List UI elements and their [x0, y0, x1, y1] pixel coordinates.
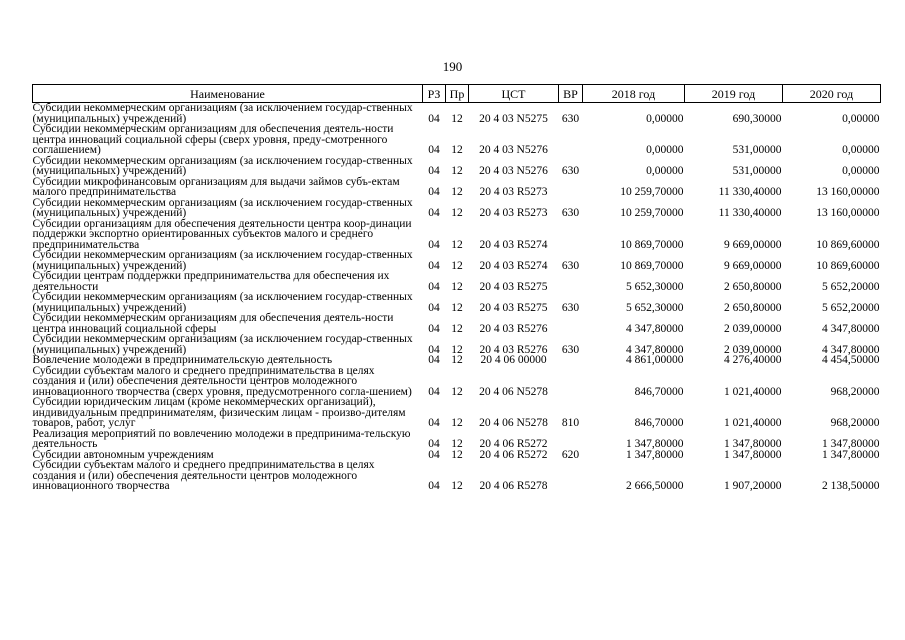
row-2019: 9 669,00000: [724, 238, 782, 251]
row-vr: [559, 271, 583, 292]
row-cst: 20 4 06 N5278: [479, 417, 548, 429]
header-cst: ЦСТ: [469, 85, 559, 103]
row-vr: 630: [561, 343, 580, 356]
row-pr: 12: [451, 322, 463, 335]
row-2019: 1 907,20000: [724, 480, 782, 492]
row-cst: 20 4 03 R5275: [479, 280, 548, 293]
row-pr: 12: [451, 448, 463, 461]
row-2019: 4 276,40000: [724, 354, 782, 366]
row-2019: 2 039,00000: [724, 343, 782, 356]
table-row: [33, 366, 881, 398]
row-2018: 846,70000: [634, 385, 684, 398]
row-2020: 13 160,00000: [816, 186, 880, 198]
table-row: [33, 334, 881, 355]
row-cst: 20 4 03 R5273: [479, 207, 548, 219]
row-2019: 11 330,40000: [718, 207, 782, 219]
row-pr: 12: [451, 385, 463, 398]
row-pr: 12: [451, 343, 463, 356]
row-cst: 20 4 06 R5272: [479, 438, 548, 450]
page-number: 190: [442, 59, 463, 74]
header-2019: 2019 год: [685, 85, 783, 103]
row-pr: 12: [451, 280, 463, 293]
row-name: Субсидии некоммерческим организациям (за исключением государ-ственных (муниципальных) учреждений): [32, 249, 413, 272]
row-pr: 12: [451, 144, 463, 156]
row-2020: 5 652,20000: [822, 301, 880, 314]
row-cst: 20 4 06 R5272: [479, 448, 548, 461]
row-pr: 12: [451, 301, 463, 314]
row-rz: 04: [428, 343, 440, 356]
row-vr: [559, 313, 583, 334]
header-pr: Пр: [446, 85, 469, 103]
row-rz: 04: [428, 417, 440, 429]
row-2019: 1 021,40000: [724, 385, 782, 398]
row-vr: [559, 355, 583, 366]
row-vr: 630: [561, 207, 580, 219]
row-2020: 1 347,80000: [822, 448, 880, 461]
row-rz: 04: [428, 438, 440, 450]
table-row: [33, 103, 881, 125]
row-2020: 4 347,80000: [822, 322, 880, 335]
row-2020: 2 138,50000: [822, 480, 880, 492]
row-name: Субсидии субъектам малого и среднего предпринимательства в целях создания и (или) обеспечения деятельности центров молодежного инновационного творчества (сверх уровня, предусмотренного согла-шением): [32, 364, 412, 398]
row-name: Субсидии организациям для обеспечения деятельности центра коор-динации поддержки экспортно ориентированных субъектов малого и среднего предпринимательства: [32, 217, 412, 251]
row-rz: 04: [428, 322, 440, 335]
table-row: [33, 397, 881, 429]
row-vr: [559, 460, 583, 492]
row-2020: 0,00000: [842, 165, 880, 177]
row-cst: 20 4 06 R5278: [479, 480, 548, 492]
row-2019: 2 650,80000: [724, 301, 782, 314]
row-2018: 4 861,00000: [626, 354, 684, 366]
row-cst: 20 4 06 N5278: [479, 385, 548, 398]
row-name: Субсидии некоммерческим организациям (за исключением государ-ственных (муниципальных) учреждений): [32, 333, 413, 356]
row-pr: 12: [451, 438, 463, 450]
row-rz: 04: [428, 207, 440, 219]
row-name: Субсидии некоммерческим организациям (за исключением государ-ственных (муниципальных) учреждений): [32, 291, 413, 314]
header-rz: РЗ: [423, 85, 446, 103]
header-name: Наименование: [33, 85, 423, 103]
row-rz: 04: [428, 354, 440, 366]
table-header-row: [33, 85, 881, 103]
row-2020: 4 454,50000: [822, 354, 880, 366]
row-pr: 12: [451, 112, 463, 125]
row-2019: 531,00000: [732, 165, 782, 177]
row-2020: 4 347,80000: [822, 343, 880, 356]
row-name: Реализация мероприятий по вовлечению молодежи в предпринима-тельскую деятельность: [32, 427, 411, 450]
row-2019: 690,30000: [732, 112, 782, 125]
row-cst: 20 4 03 N5276: [479, 144, 548, 156]
row-vr: 630: [561, 112, 580, 125]
row-2020: 0,00000: [842, 144, 880, 156]
row-cst: 20 4 03 R5274: [479, 238, 548, 251]
row-name: Субсидии центрам поддержки предпринимательства для обеспечения их деятельности: [32, 270, 390, 293]
row-2018: 4 347,80000: [626, 343, 684, 356]
row-2018: 1 347,80000: [626, 438, 684, 450]
row-2018: 846,70000: [634, 417, 684, 429]
row-rz: 04: [428, 186, 440, 198]
row-vr: [559, 366, 583, 398]
row-2020: 968,20000: [830, 417, 880, 429]
row-2019: 2 039,00000: [724, 322, 782, 335]
row-vr: 810: [561, 417, 580, 429]
header-2018: 2018 год: [583, 85, 685, 103]
table-row: [33, 355, 881, 366]
row-rz: 04: [428, 238, 440, 251]
row-rz: 04: [428, 301, 440, 314]
row-rz: 04: [428, 280, 440, 293]
row-2020: 968,20000: [830, 385, 880, 398]
row-2020: 13 160,00000: [816, 207, 880, 219]
row-vr: [559, 429, 583, 450]
row-2020: 5 652,20000: [822, 280, 880, 293]
row-name: Субсидии некоммерческим организациям для обеспечения деятель-ности центра инноваций социальной сферы: [32, 312, 394, 335]
row-2019: 531,00000: [732, 144, 782, 156]
row-cst: 20 4 03 N5276: [479, 165, 548, 177]
table-row: [33, 177, 881, 198]
row-name: Субсидии субъектам малого и среднего предпринимательства в целях создания и (или) обеспечения деятельности центров молодежного инновационного творчества: [32, 459, 375, 492]
row-2020: 10 869,60000: [816, 238, 880, 251]
row-vr: [559, 124, 583, 156]
row-rz: 04: [428, 480, 440, 492]
row-rz: 04: [428, 144, 440, 156]
row-name: Субсидии автономным учреждениям: [32, 448, 214, 461]
row-2019: 1 021,40000: [724, 417, 782, 429]
row-pr: 12: [451, 354, 463, 366]
row-rz: 04: [428, 165, 440, 177]
table-row: [33, 313, 881, 334]
row-cst: 20 4 03 R5273: [479, 186, 548, 198]
row-2018: 4 347,80000: [626, 322, 684, 335]
row-2018: 10 259,70000: [620, 186, 684, 198]
row-name: Субсидии юридическим лицам (кроме некоммерческих организаций), индивидуальным предпринимателям, физическим лицам - произво-дителям товаров, работ, услуг: [32, 396, 406, 429]
row-2019: 1 347,80000: [724, 438, 782, 450]
row-vr: 630: [561, 259, 580, 272]
row-pr: 12: [451, 207, 463, 219]
row-pr: 12: [451, 165, 463, 177]
table-row: [33, 124, 881, 156]
budget-table: [32, 84, 881, 492]
table-row: [33, 219, 881, 251]
row-2018: 0,00000: [646, 144, 684, 156]
row-vr: [559, 177, 583, 198]
row-2018: 0,00000: [646, 112, 684, 125]
row-pr: 12: [451, 186, 463, 198]
row-name: Субсидии некоммерческим организациям (за исключением государ-ственных (муниципальных) учреждений): [32, 196, 413, 219]
row-vr: 630: [561, 165, 580, 177]
row-cst: 20 4 06 00000: [480, 354, 547, 366]
row-name: Субсидии микрофинансовым организациям для выдачи займов субъ-ектам малого предпринимательства: [32, 175, 400, 198]
table-row: [33, 156, 881, 177]
row-2020: 1 347,80000: [822, 438, 880, 450]
table-row: [33, 460, 881, 492]
row-name: Субсидии некоммерческим организациям (за исключением государ-ственных (муниципальных) учреждений): [32, 154, 413, 177]
row-2018: 10 259,70000: [620, 207, 684, 219]
row-rz: 04: [428, 112, 440, 125]
row-2018: 10 869,70000: [620, 238, 684, 251]
row-pr: 12: [451, 238, 463, 251]
table-row: [33, 198, 881, 219]
row-vr: 630: [561, 301, 580, 314]
row-2018: 0,00000: [646, 165, 684, 177]
row-2018: 10 869,70000: [620, 259, 684, 272]
table-row: [33, 429, 881, 450]
row-2018: 2 666,50000: [626, 480, 684, 492]
row-pr: 12: [451, 417, 463, 429]
row-2019: 1 347,80000: [724, 448, 782, 461]
row-pr: 12: [451, 259, 463, 272]
row-2020: 10 869,60000: [816, 259, 880, 272]
row-2019: 11 330,40000: [718, 186, 782, 198]
row-2018: 5 652,30000: [626, 280, 684, 293]
row-rz: 04: [428, 385, 440, 398]
row-vr: 620: [561, 448, 580, 461]
row-cst: 20 4 03 R5275: [479, 301, 548, 314]
row-2018: 1 347,80000: [626, 448, 684, 461]
header-2020: 2020 год: [783, 85, 881, 103]
row-2020: 0,00000: [842, 112, 880, 125]
table-row: [33, 292, 881, 313]
table-row: [33, 250, 881, 271]
row-cst: 20 4 03 N5275: [479, 112, 548, 125]
header-vr: ВР: [559, 85, 583, 103]
row-rz: 04: [428, 259, 440, 272]
row-cst: 20 4 03 R5276: [479, 343, 548, 356]
table-body: [33, 103, 881, 492]
row-cst: 20 4 03 R5274: [479, 259, 548, 272]
row-name: Субсидии некоммерческим организациям (за исключением государ-ственных (муниципальных) учреждений): [32, 102, 413, 125]
row-2019: 9 669,00000: [724, 259, 782, 272]
table-row: [33, 271, 881, 292]
row-pr: 12: [451, 480, 463, 492]
row-cst: 20 4 03 R5276: [479, 322, 548, 335]
row-2019: 2 650,80000: [724, 280, 782, 293]
row-2018: 5 652,30000: [626, 301, 684, 314]
row-vr: [559, 219, 583, 251]
row-rz: 04: [428, 448, 440, 461]
row-name: Вовлечение молодежи в предпринимательскую деятельность: [32, 354, 333, 366]
row-name: Субсидии некоммерческим организациям для обеспечения деятель-ности центра инноваций социальной сферы (сверх уровня, преду-смотренного соглашением): [32, 123, 394, 156]
